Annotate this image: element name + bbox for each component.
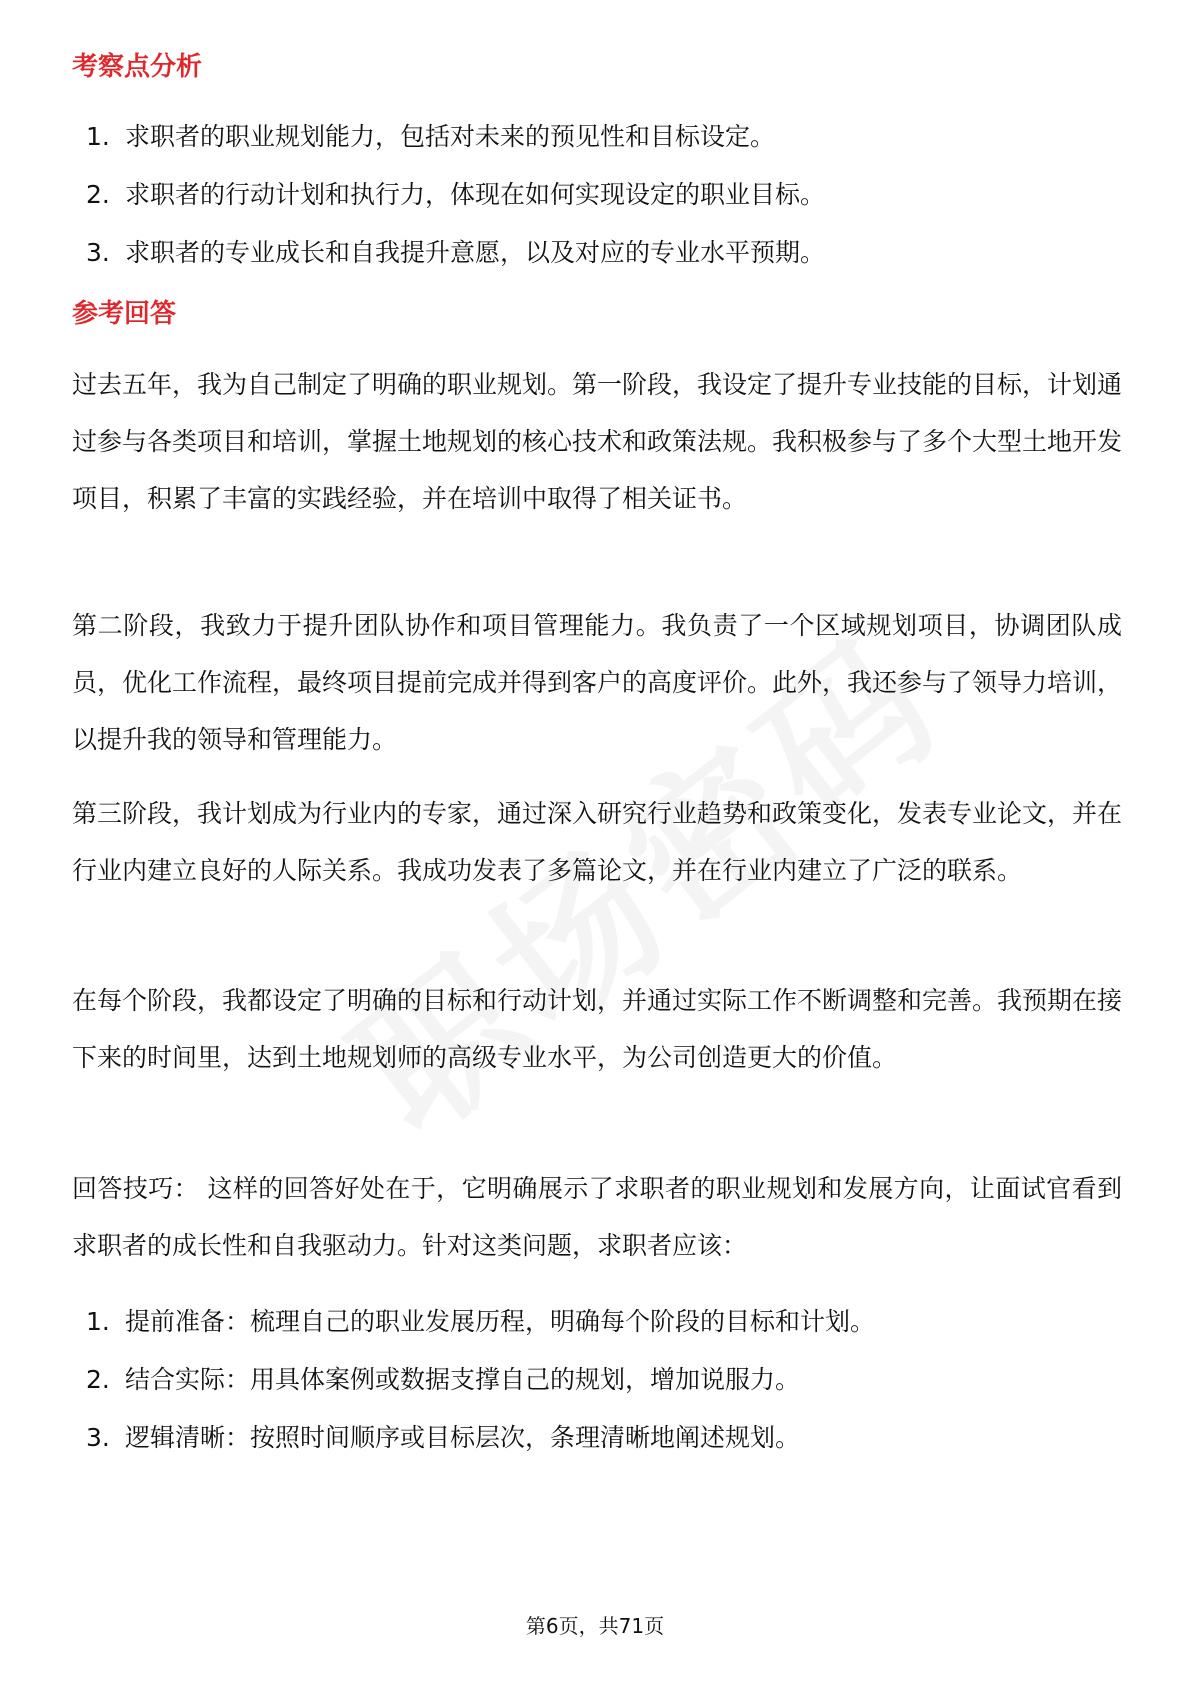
- list-number: 2.: [86, 1365, 110, 1394]
- analysis-list: [72, 119, 1122, 293]
- answer-heading: 参考回答: [72, 299, 177, 329]
- list-item: [72, 235, 1122, 293]
- list-number: 2.: [86, 180, 110, 209]
- list-number: 1.: [86, 122, 110, 151]
- list-item: [72, 1304, 1122, 1362]
- list-text: 求职者的行动计划和执行力，体现在如何实现设定的职业目标。: [125, 180, 826, 209]
- list-item: [72, 1362, 1122, 1420]
- list-text: 求职者的职业规划能力，包括对未来的预见性和目标设定。: [125, 122, 776, 151]
- list-text: 逻辑清晰：按照时间顺序或目标层次，条理清晰地阐述规划。: [125, 1423, 801, 1452]
- list-number: 3.: [86, 238, 110, 267]
- answer-tips-intro: 回答技巧： 这样的回答好处在于，它明确展示了求职者的职业规划和发展方向，让面试官看到求职者的成长性和自我驱动力。针对这类问题，求职者应该：: [72, 1174, 1122, 1260]
- list-item: [72, 119, 1122, 177]
- list-number: 3.: [86, 1423, 110, 1452]
- answer-paragraph-3: 第三阶段，我计划成为行业内的专家，通过深入研究行业趋势和政策变化，发表专业论文，并在行业内建立良好的人际关系。我成功发表了多篇论文，并在行业内建立了广泛的联系。: [72, 799, 1123, 885]
- list-number: 1.: [86, 1307, 110, 1336]
- answer-paragraph-4: 在每个阶段，我都设定了明确的目标和行动计划，并通过实际工作不断调整和完善。我预期在接下来的时间里，达到土地规划师的高级专业水平，为公司创造更大的价值。: [72, 986, 1123, 1072]
- list-text: 提前准备：梳理自己的职业发展历程，明确每个阶段的目标和计划。: [125, 1307, 876, 1336]
- list-item: [72, 177, 1122, 235]
- answer-paragraph-2: 第二阶段，我致力于提升团队协作和项目管理能力。我负责了一个区域规划项目，协调团队成员，优化工作流程，最终项目提前完成并得到客户的高度评价。此外，我还参与了领导力培训，以提升我的领导和管理能力。: [72, 611, 1123, 754]
- answer-paragraph-1: 过去五年，我为自己制定了明确的职业规划。第一阶段，我设定了提升专业技能的目标，计划通过参与各类项目和培训，掌握土地规划的核心技术和政策法规。我积极参与了多个大型土地开发项目，积累了丰富的实践经验，并在培训中取得了相关证书。: [72, 370, 1123, 513]
- analysis-heading: 考察点分析: [72, 52, 203, 82]
- list-text: 求职者的专业成长和自我提升意愿，以及对应的专业水平预期。: [125, 238, 826, 267]
- list-item: [72, 1420, 1122, 1478]
- tips-list: [72, 1304, 1122, 1478]
- page-footer: 第6页，共71页: [525, 1614, 665, 1638]
- list-text: 结合实际：用具体案例或数据支撑自己的规划，增加说服力。: [125, 1365, 801, 1394]
